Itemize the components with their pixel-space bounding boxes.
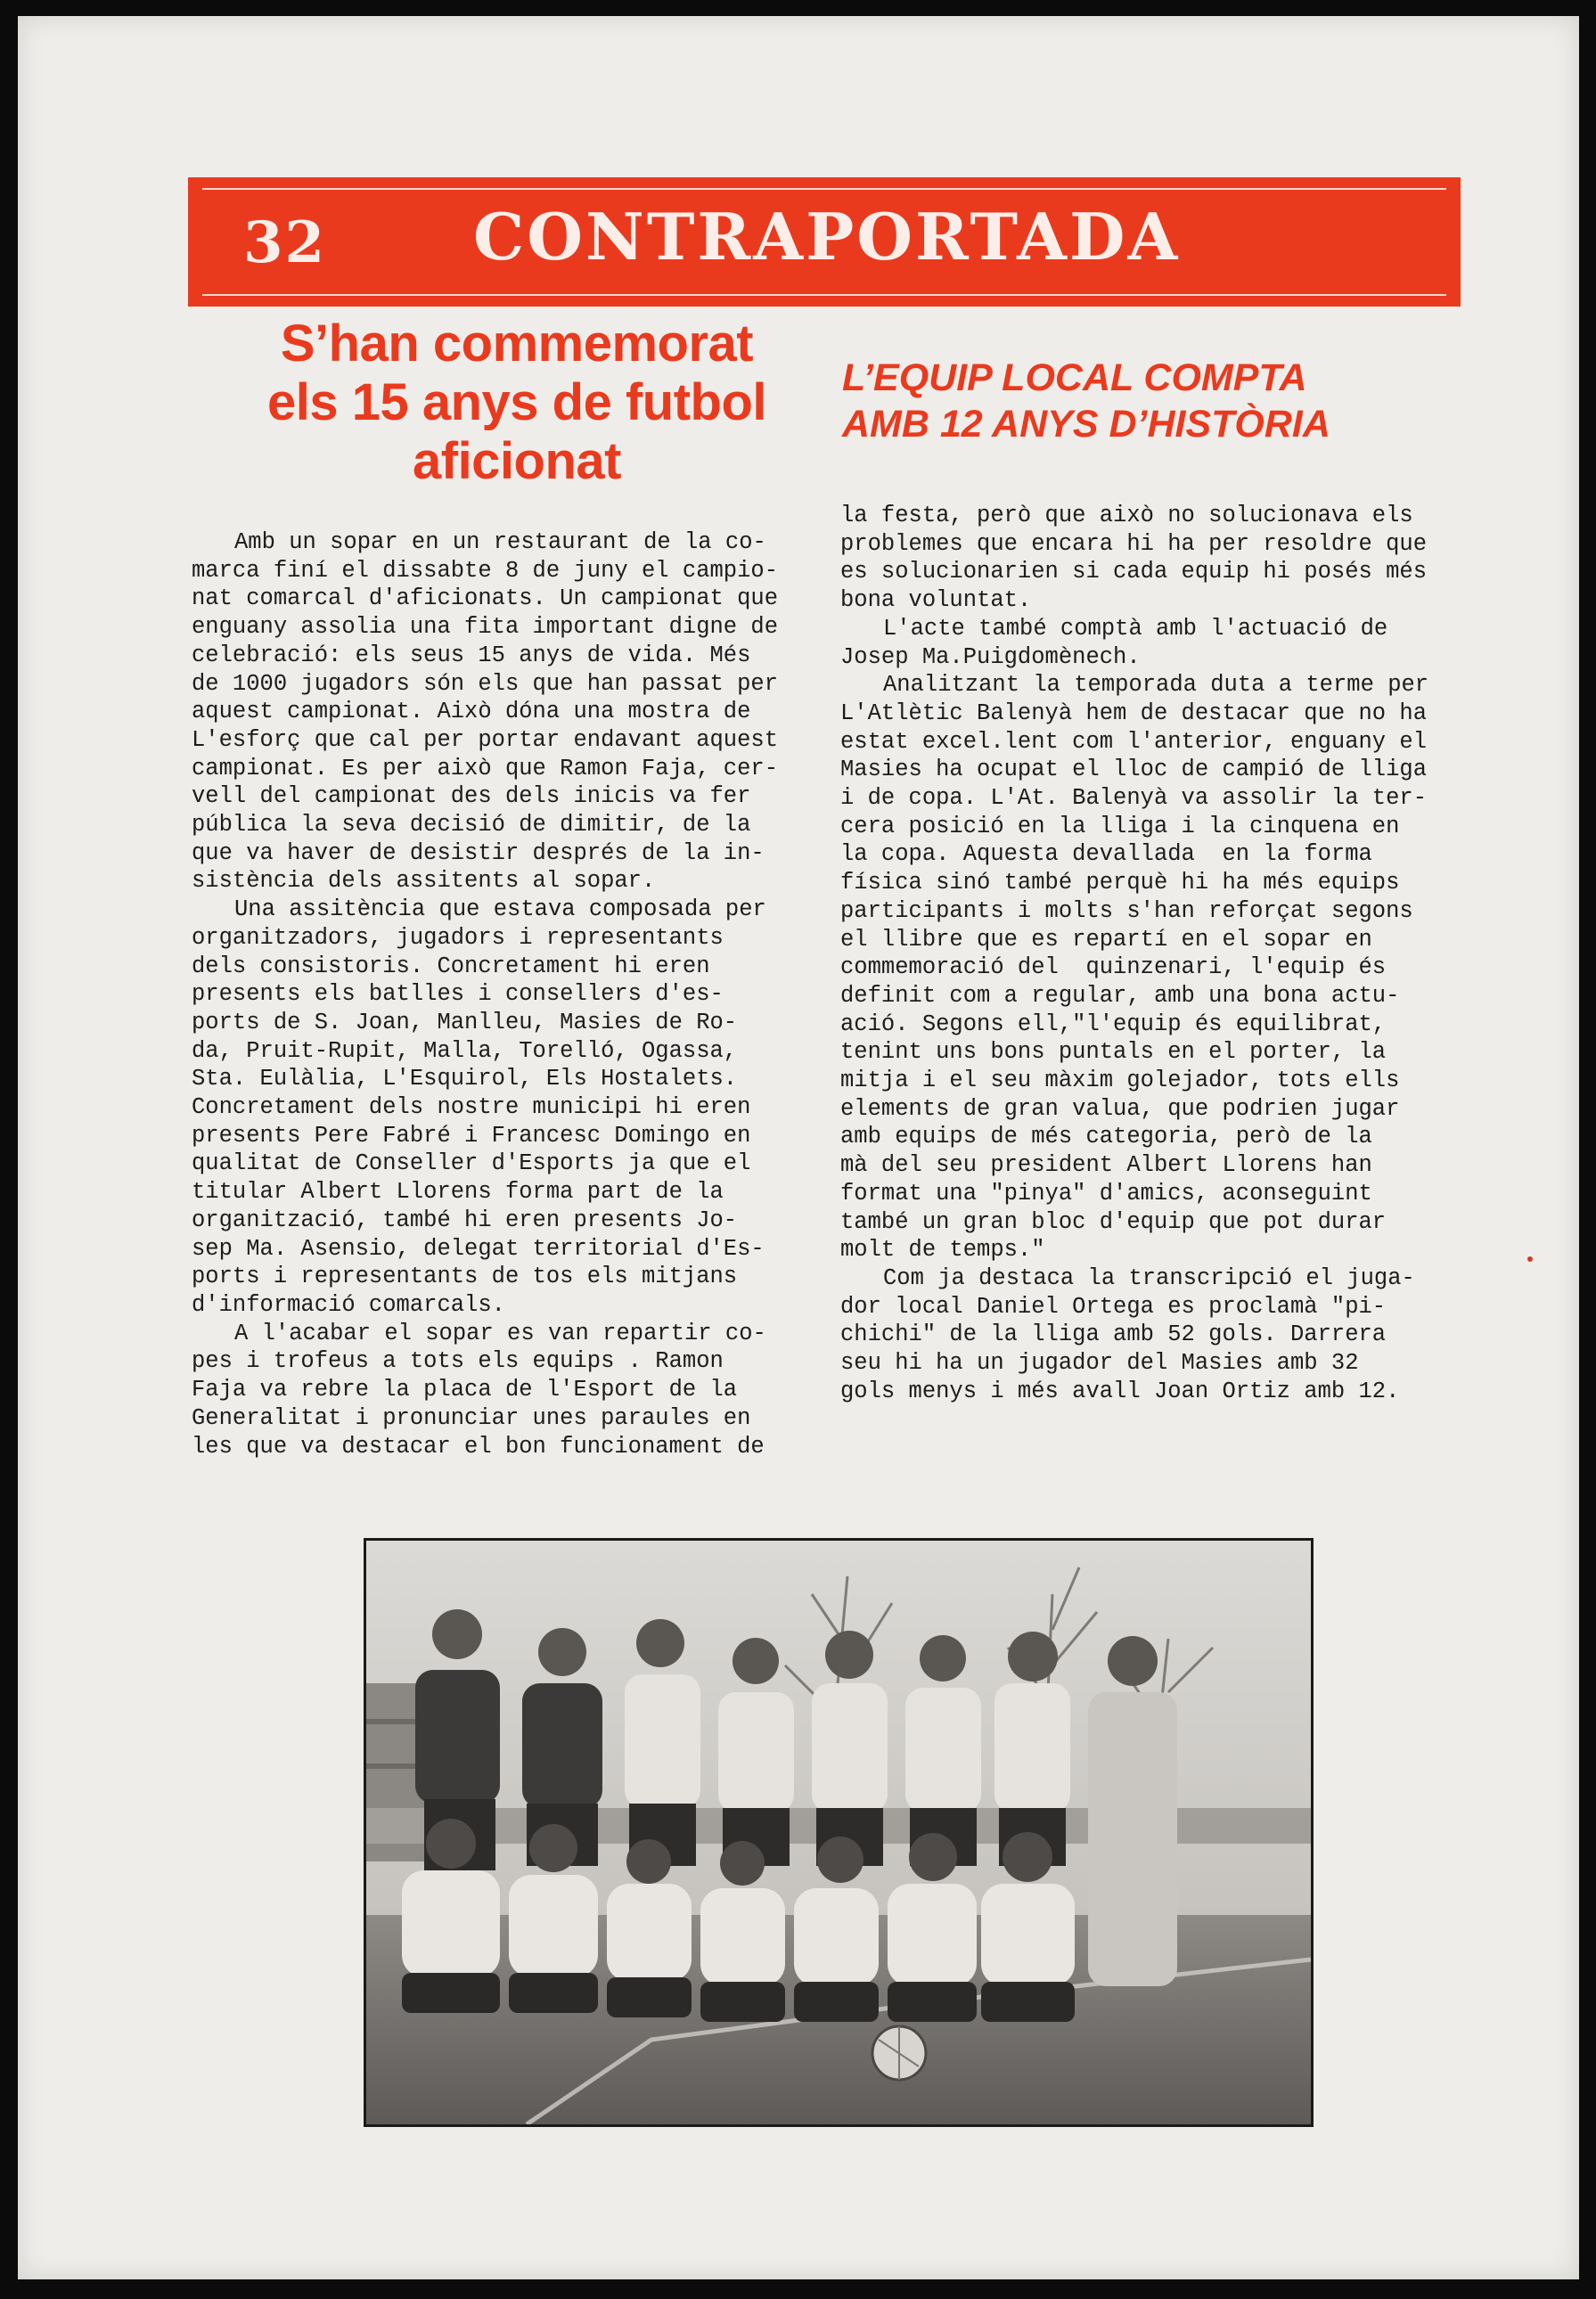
text-line: format una "pinya" d'amics, aconseguint — [840, 1180, 1372, 1207]
section-title: CONTRAPORTADA — [473, 199, 1181, 274]
newspaper-page — [18, 16, 1579, 2279]
page-number: 32 — [243, 209, 327, 276]
text-line: dels consistoris. Concretament hi eren — [192, 953, 710, 979]
left-column-paragraph — [192, 1320, 820, 1461]
text-line: L'esforç que cal per portar endavant aquest — [192, 726, 779, 753]
text-line: es solucionarien si cada equip hi posés més — [840, 559, 1428, 585]
text-line: chichi" de la lliga amb 52 gols. Darrera — [840, 1321, 1387, 1348]
text-line: commemoració del quinzenari, l'equip és — [840, 954, 1387, 981]
text-line: tenint uns bons puntals en el porter, la — [840, 1039, 1387, 1066]
banner-top-rule — [202, 188, 1446, 190]
text-line: L'Atlètic Balenyà hem de destacar que no ha — [840, 700, 1428, 726]
text-line: bona voluntat. — [840, 587, 1032, 614]
text-line: pública la seva decisió de dimitir, de la — [192, 812, 751, 839]
text-line: amb equips de més categoria, però de la — [840, 1124, 1372, 1150]
text-line: ports de S. Joan, Manlleu, Masies de Ro- — [192, 1009, 738, 1035]
text-line: A l'acabar el sopar es van repartir co- — [234, 1320, 766, 1346]
text-line: Analitzant la temporada duta a terme per — [883, 672, 1429, 699]
text-line: enguany assolia una fita important digne de — [192, 614, 779, 641]
text-line: pes i trofeus a tots els equips . Ramon — [192, 1348, 724, 1375]
subheadline — [842, 355, 1457, 447]
text-line: presents els batlles i consellers d'es- — [192, 981, 724, 1008]
text-line: da, Pruit-Rupit, Malla, Torelló, Ogassa, — [192, 1037, 738, 1064]
text-line: les que va destacar el bon funcionament de — [192, 1433, 765, 1460]
text-line: i de copa. L'At. Balenyà va assolir la ter- — [840, 785, 1428, 812]
text-line: gols menys i més avall Joan Ortiz amb 12. — [840, 1378, 1400, 1404]
text-line: qualitat de Conseller d'Esports ja que el — [192, 1150, 751, 1177]
text-line: física sinó també perquè hi ha més equips — [840, 870, 1400, 896]
left-column-paragraph — [192, 528, 820, 896]
print-speck — [1527, 1256, 1533, 1262]
right-column-paragraph — [840, 615, 1469, 671]
text-line: Sta. Eulàlia, L'Esquirol, Els Hostalets. — [192, 1066, 738, 1092]
text-line: celebració: els seus 15 anys de vida. Més — [192, 642, 751, 668]
text-line: Faja va rebre la placa de l'Esport de la — [192, 1377, 738, 1403]
subheadline-line: AMB 12 ANYS D’HISTÒRIA — [842, 403, 1330, 446]
text-line: sistència dels assitents al sopar. — [192, 868, 656, 895]
text-line: Una assitència que estava composada per — [234, 896, 766, 923]
text-line: sep Ma. Asensio, delegat territorial d'Es- — [192, 1235, 765, 1262]
text-line: Generalitat i pronunciar unes paraules en — [192, 1404, 751, 1431]
team-photo — [364, 1538, 1314, 2127]
left-column-paragraph — [192, 896, 820, 1320]
right-column-paragraph — [840, 502, 1469, 615]
text-line: molt de temps." — [840, 1237, 1045, 1264]
text-line: campionat. Es per això que Ramon Faja, cer- — [192, 755, 779, 781]
article-column-left — [192, 528, 820, 1460]
text-line: cera posició en la lliga i la cinquena en — [840, 813, 1400, 839]
headline — [201, 315, 833, 491]
text-line: titular Albert Llorens forma part de la — [192, 1179, 724, 1206]
text-line: marca finí el dissabte 8 de juny el campio- — [192, 557, 779, 584]
right-column-paragraph — [840, 671, 1469, 1264]
text-line: Concretament dels nostre municipi hi eren — [192, 1094, 751, 1121]
text-line: de 1000 jugadors són els que han passat per — [192, 670, 779, 697]
text-line: estat excel.lent com l'anterior, enguany el — [840, 728, 1428, 755]
text-line: vell del campionat des dels inicis va fer — [192, 783, 751, 810]
text-line: d'informació comarcals. — [192, 1291, 505, 1318]
text-line: organitzadors, jugadors i representants — [192, 924, 724, 951]
text-line: Com ja destaca la transcripció el juga- — [883, 1264, 1415, 1291]
text-line: mà del seu president Albert Llorens han — [840, 1152, 1372, 1179]
right-column-paragraph — [840, 1264, 1469, 1406]
article-column-right — [840, 502, 1469, 1406]
text-line: dor local Daniel Ortega es proclamà "pi- — [840, 1293, 1387, 1320]
text-line: Masies ha ocupat el lloc de campió de lliga — [840, 757, 1428, 783]
text-line: la festa, però que això no solucionava els — [840, 503, 1413, 528]
text-line: aquest campionat. Això dóna una mostra de — [192, 699, 751, 725]
team-photo-image — [366, 1541, 1311, 2124]
text-line: el llibre que es repartí en el sopar en — [840, 926, 1372, 953]
text-line: seu hi ha un jugador del Masies amb 32 — [840, 1350, 1359, 1377]
text-line: mitja i el seu màxim golejador, tots ells — [840, 1068, 1400, 1094]
text-line: també un gran bloc d'equip que pot durar — [840, 1208, 1387, 1235]
text-line: Amb un sopar en un restaurant de la co- — [234, 529, 766, 555]
text-line: Josep Ma.Puigdomènech. — [840, 643, 1141, 670]
headline-line: aficionat — [413, 432, 621, 490]
text-line: ació. Segons ell,"l'equip és equilibrat, — [840, 1010, 1387, 1037]
text-line: la copa. Aquesta devallada en la forma — [840, 841, 1372, 868]
banner-bottom-rule — [202, 294, 1446, 296]
text-line: problemes que encara hi ha per resoldre que — [840, 530, 1428, 557]
text-line: presents Pere Fabré i Francesc Domingo en — [192, 1122, 751, 1149]
text-line: elements de gran valua, que podrien jugar — [840, 1095, 1400, 1122]
subheadline-line: L’EQUIP LOCAL COMPTA — [842, 356, 1307, 399]
text-line: organització, també hi eren presents Jo- — [192, 1207, 738, 1233]
headline-line: els 15 anys de futbol — [266, 373, 766, 431]
text-line: que va haver de desistir després de la in- — [192, 839, 765, 866]
text-line: ports i representants de tos els mitjans — [192, 1264, 738, 1290]
text-line: definit com a regular, amb una bona actu- — [840, 982, 1400, 1009]
text-line: participants i molts s'han reforçat segons — [840, 897, 1413, 924]
text-line: nat comarcal d'aficionats. Un campionat que — [192, 585, 779, 612]
headline-line: S’han commemorat — [280, 315, 754, 372]
text-line: L'acte també comptà amb l'actuació de — [883, 615, 1388, 642]
section-banner — [188, 177, 1461, 307]
